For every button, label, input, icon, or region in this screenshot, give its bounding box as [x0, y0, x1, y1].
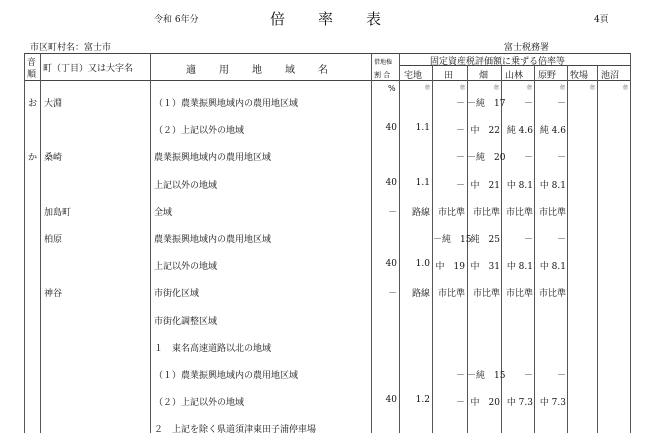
- tax-office-label: 富士税務署: [504, 43, 550, 53]
- cell-area: 農業振興地域内の農用地区域: [154, 235, 272, 245]
- cell-area: 上記以外の地域: [154, 181, 218, 191]
- unit-mark: 倍: [560, 85, 566, 91]
- cell-initial: お: [28, 99, 38, 109]
- cell-forest: 中 8.1: [506, 181, 533, 191]
- cell-paddy: －: [455, 398, 465, 408]
- unit-percent: %: [388, 84, 396, 93]
- unit-mark: 倍: [590, 85, 596, 91]
- cell-forest: 中 7.3: [506, 398, 533, 408]
- cell-wilderness: －: [556, 235, 566, 245]
- cell-town: 大淵: [44, 99, 63, 109]
- cell-paddy: 市比準: [437, 208, 465, 218]
- cell-forest: －: [523, 235, 533, 245]
- cell-residential: 1.0: [415, 259, 430, 269]
- col-residential: 宅地: [404, 71, 423, 81]
- col-pasture: 牧場: [570, 71, 589, 81]
- cell-wilderness: －: [556, 153, 566, 163]
- cell-paddy: 市比準: [437, 289, 465, 299]
- cell-paddy: －: [455, 126, 465, 136]
- cell-residential: 1.1: [415, 178, 430, 188]
- col-paddy: 田: [444, 71, 454, 81]
- cell-area: 農業振興地域内の農用地区域: [154, 153, 272, 163]
- cell-field: 純 25: [470, 235, 500, 245]
- cell-field: －純 17: [467, 99, 506, 109]
- cell-area: 上記以外の地域: [154, 262, 218, 272]
- cell-leasehold: 40: [385, 178, 397, 188]
- cell-field: －純 20: [467, 153, 506, 163]
- cell-paddy: －: [455, 153, 465, 163]
- cell-field: 市比準: [472, 208, 500, 218]
- cell-field: 中 22: [470, 126, 500, 136]
- cell-leasehold: －: [387, 289, 397, 299]
- cell-leasehold: 40: [385, 259, 397, 269]
- col-field: 畑: [479, 71, 489, 81]
- cell-wilderness: 中 8.1: [539, 262, 566, 272]
- cell-town: 柏原: [44, 235, 63, 245]
- cell-area: ２ 上記を除く県道須津東田子浦停車場: [154, 425, 317, 435]
- cell-wilderness: 市比準: [538, 289, 566, 299]
- cell-area: （１）農業振興地域内の農用地区域: [154, 371, 299, 381]
- cell-paddy: －: [455, 371, 465, 381]
- unit-mark: 倍: [623, 85, 629, 91]
- cell-residential: 路線: [411, 289, 430, 299]
- col-town-header: 町（丁目）又は大字名: [43, 64, 134, 74]
- col-wilderness: 原野: [538, 71, 557, 81]
- cell-field: 中 31: [470, 262, 500, 272]
- cell-town: 加島町: [44, 208, 72, 218]
- unit-mark: 倍: [425, 85, 431, 91]
- cell-leasehold: 40: [385, 395, 397, 405]
- cell-forest: 純 4.6: [506, 126, 533, 136]
- cell-paddy: －: [455, 99, 465, 109]
- cell-area: （２）上記以外の地域: [154, 126, 245, 136]
- cell-area: 市街化区域: [154, 289, 200, 299]
- cell-wilderness: 中 8.1: [539, 181, 566, 191]
- col-initial-bottom: 順: [27, 70, 37, 80]
- cell-area: 全域: [154, 208, 173, 218]
- cell-wilderness: －: [556, 371, 566, 381]
- cell-paddy: 中 19: [435, 262, 465, 272]
- cell-wilderness: －: [556, 99, 566, 109]
- cell-town: 桑崎: [44, 153, 63, 163]
- cell-residential: 1.1: [415, 123, 430, 133]
- cell-town: 神谷: [44, 289, 63, 299]
- cell-area: （１）農業振興地域内の農用地区域: [154, 99, 299, 109]
- cell-forest: －: [523, 153, 533, 163]
- unit-mark: 倍: [494, 85, 500, 91]
- cell-forest: 市比準: [505, 289, 533, 299]
- cell-area: １ 東名高速道路以北の地域: [154, 344, 272, 354]
- cell-residential: 1.2: [415, 395, 430, 405]
- page-number: 4頁: [594, 15, 609, 25]
- cell-wilderness: 中 7.3: [539, 398, 566, 408]
- era-label: 令和 6年分: [154, 15, 199, 25]
- unit-mark: 倍: [527, 85, 533, 91]
- col-initial-top: 音: [27, 58, 37, 68]
- col-area-header: 適 用 地 域 名: [186, 65, 329, 76]
- unit-mark: 倍: [460, 85, 466, 91]
- col-pond: 池沼: [601, 71, 620, 81]
- cell-residential: 路線: [411, 208, 430, 218]
- cell-field: 中 21: [470, 181, 500, 191]
- page-title: 倍 率 表: [270, 10, 383, 28]
- col-forest: 山林: [505, 71, 524, 81]
- cell-forest: 市比準: [505, 208, 533, 218]
- col-leasehold-top: 借地権: [374, 59, 393, 66]
- cell-forest: －: [523, 371, 533, 381]
- cell-paddy: －純 15: [433, 235, 472, 245]
- cell-wilderness: 市比準: [538, 208, 566, 218]
- cell-leasehold: －: [387, 208, 397, 218]
- cell-area: 市街化調整区域: [154, 317, 218, 327]
- cell-forest: －: [523, 99, 533, 109]
- cell-leasehold: 40: [385, 123, 397, 133]
- cell-paddy: －: [455, 181, 465, 191]
- cell-initial: か: [28, 153, 38, 163]
- cell-field: －純 15: [467, 371, 506, 381]
- col-group-header: 固定資産税評価額に乗ずる倍率等: [430, 57, 566, 67]
- col-leasehold-bottom: 割 合: [374, 71, 391, 79]
- cell-forest: 中 8.1: [506, 262, 533, 272]
- cell-field: 中 20: [470, 398, 500, 408]
- cell-area: （２）上記以外の地域: [154, 398, 245, 408]
- cell-wilderness: 純 4.6: [539, 126, 566, 136]
- cell-field: 市比準: [472, 289, 500, 299]
- municipality-label: 市区町村名：富士市: [30, 43, 112, 53]
